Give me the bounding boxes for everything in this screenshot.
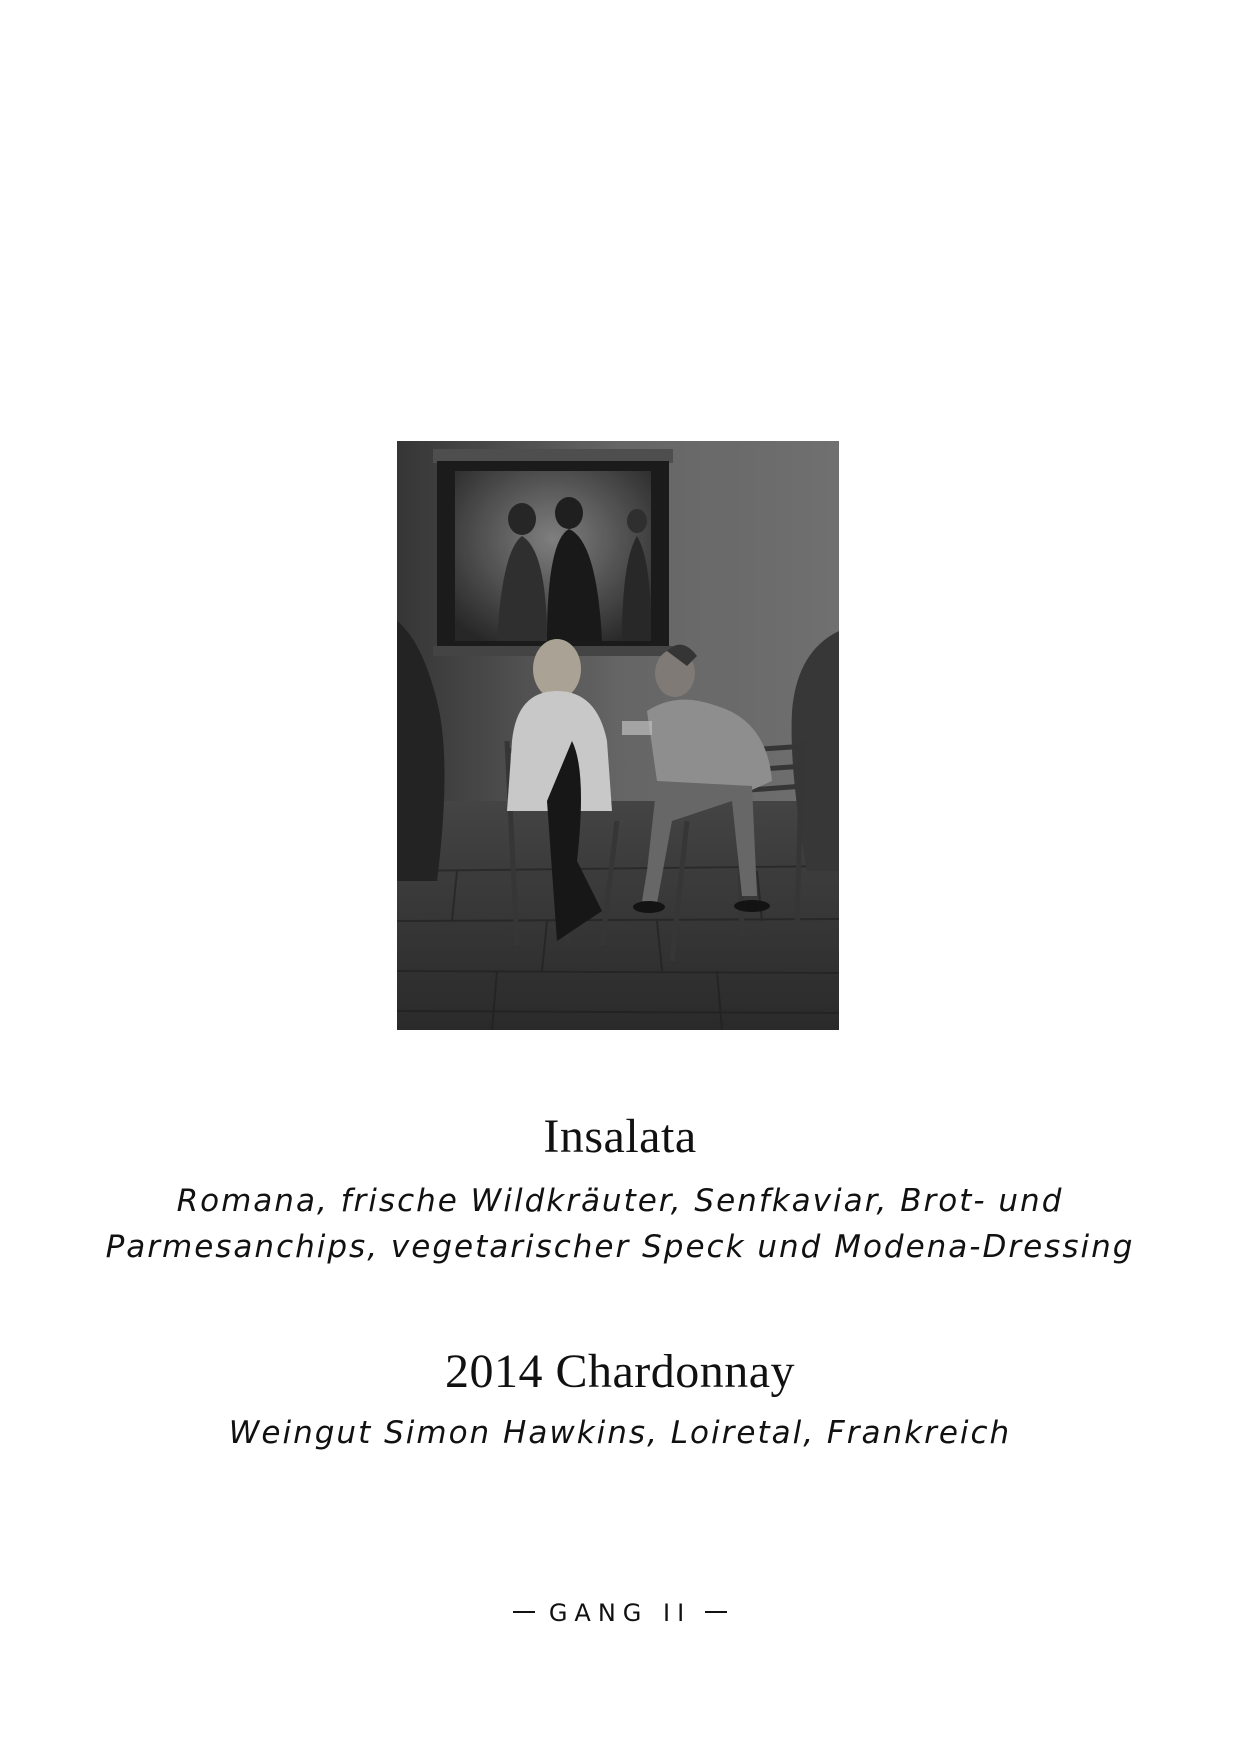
- dish-description-line1: Romana, frische Wildkräuter, Senfkaviar, Brot- und: [176, 1183, 1064, 1219]
- dish-description-line2: Parmesanchips, vegetarischer Speck und Modena-Dressing: [105, 1229, 1135, 1265]
- wine-title: 2014 Chardonnay: [444, 1345, 796, 1398]
- dash-left-icon: [513, 1611, 535, 1613]
- dish-title: Insalata: [543, 1110, 697, 1163]
- cafe-terrace-photo: [397, 441, 839, 1030]
- dish-description: [0, 1178, 1240, 1270]
- course-label-text: GANG II: [548, 1599, 692, 1627]
- course-label: [0, 1596, 1240, 1630]
- wine-origin: Weingut Simon Hawkins, Loiretal, Frankreich: [228, 1415, 1012, 1451]
- dash-right-icon: [705, 1611, 727, 1613]
